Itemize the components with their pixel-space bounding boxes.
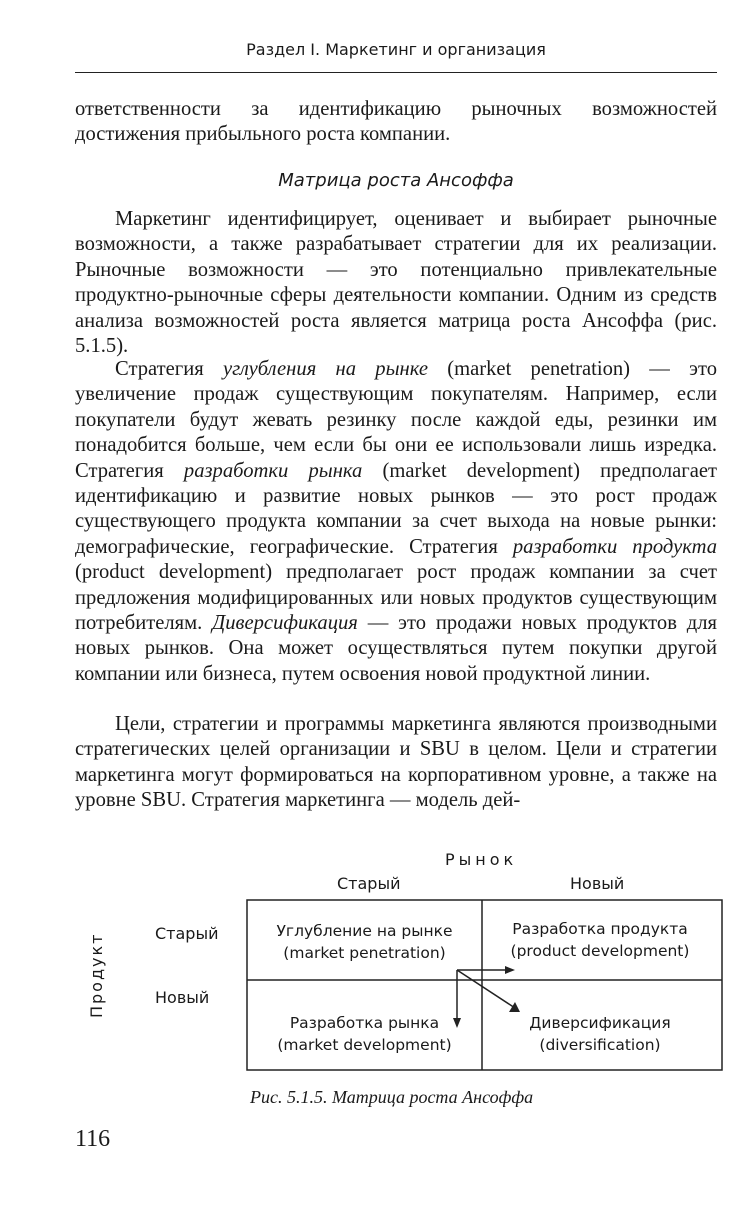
arrowhead-diagonal (509, 1002, 520, 1012)
section-subheading: Матрица роста Ансоффа (278, 170, 514, 191)
intro-paragraph: Маркетинг идентифицирует, оценивает и выбирает рыночные возможности, а также разрабатывает стратегии для их реализации. Рыночные возможности — это потенциально привлекательные продуктно-рыночные сферы деятельности компании. Одним из средств анализа возможностей роста является матрица роста Ансоффа (рис. 5.1.5). (75, 208, 717, 358)
cell-title: Разработка рынка (289, 1014, 440, 1032)
text-run: (market development) предполагает идентификацию и развитие новых рынков — это рост продаж существующего продукта компании за счет выхода на новые рынки: демографические, географические. Стратегия (75, 459, 718, 558)
term-market-development: разработки рынка (183, 459, 363, 482)
text-run: (product development) предполагает рост продаж компании за счет предложения модифицированных или новых продуктов существующим потребителям. (75, 561, 717, 635)
column-header-old: Старый (337, 874, 401, 893)
header-rule (75, 72, 717, 73)
arrow-to-diversification (457, 970, 515, 1008)
running-head: Раздел I. Маркетинг и организация (246, 40, 546, 59)
cell-market-development (247, 1012, 482, 1056)
term-diversification: Диверсификация (212, 612, 358, 635)
figure-caption: Рис. 5.1.5. Матрица роста Ансоффа (250, 1087, 534, 1107)
cell-subtitle: (market development) (277, 1036, 452, 1054)
cell-product-development (485, 918, 715, 962)
row-header-old: Старый (155, 924, 219, 943)
cell-subtitle: (diversification) (539, 1036, 661, 1054)
arrowhead-right (505, 966, 515, 974)
page-number: 116 (75, 1126, 111, 1152)
cell-title: Углубление на рынке (276, 922, 453, 940)
cell-diversification (485, 1012, 715, 1056)
column-header-new: Новый (570, 874, 625, 893)
strategies-paragraph (75, 357, 717, 687)
text-run: Стратегия (115, 358, 223, 380)
cell-subtitle: (market penetration) (283, 944, 446, 962)
continuation-paragraph: ответственности за идентификацию рыночных возможностей достижения прибыльного роста компании. (75, 98, 717, 146)
term-penetration: углубления на рынке (222, 358, 429, 380)
cell-title: Разработка продукта (512, 920, 688, 938)
row-header-new: Новый (155, 988, 210, 1007)
cell-subtitle: (product development) (510, 942, 690, 960)
cell-market-penetration (247, 920, 482, 964)
market-axis-label: Рынок (445, 850, 518, 869)
text-run: — это продажи новых продуктов для новых рынков. Она может осуществляться путем покупки другой компании или бизнеса, путем освоения новой продуктной линии. (75, 612, 717, 685)
goals-paragraph: Цели, стратегии и программы маркетинга являются производными стратегических целей организации и SBU в целом. Цели и стратегии маркетинга могут формироваться на корпоративном уровне, а также на уровне SBU. Стратегия маркетинга — модель дей- (75, 713, 717, 812)
text-run: (market penetration) — это увеличение продаж существующим покупателям. Например, если покупатели будут жевать резинку после каждой еды, резинки им понадобится больше, чем если бы они ее использовали лишь изредка. Стратегия (75, 358, 717, 482)
product-axis-label: Продукт (87, 932, 106, 1018)
cell-title: Диверсификация (529, 1014, 671, 1032)
term-product-development: разработки продукта (512, 535, 717, 558)
